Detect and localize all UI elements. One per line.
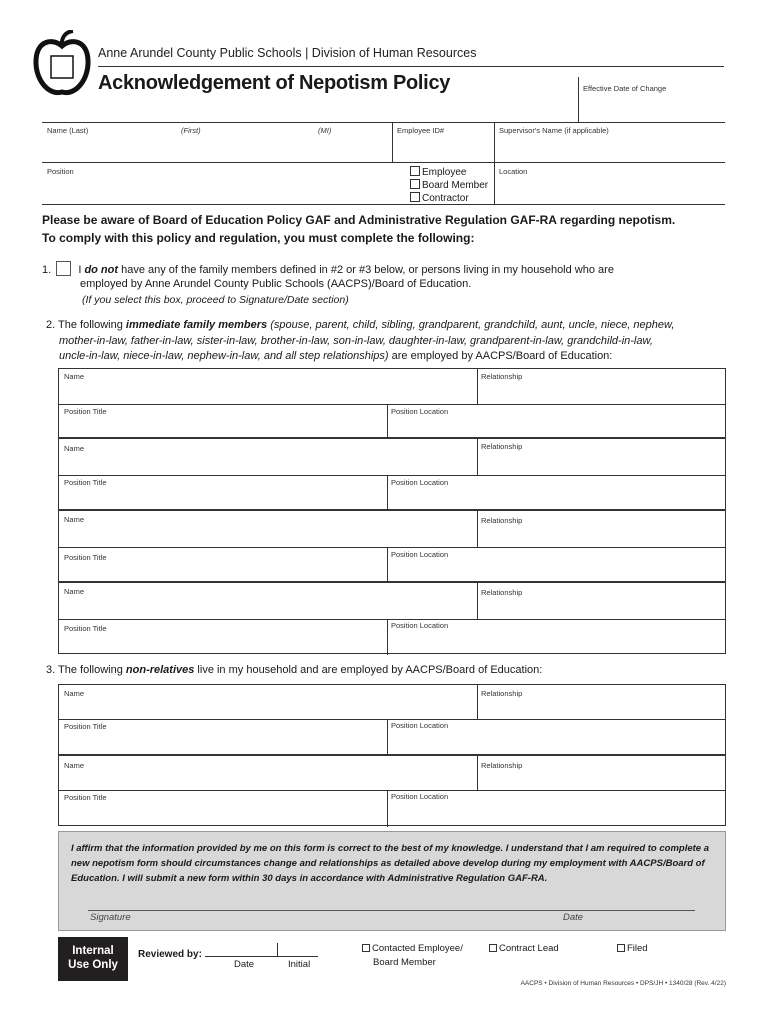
- checkbox-icon[interactable]: [362, 944, 370, 952]
- item-1-note: (If you select this box, proceed to Signature/Date section): [82, 294, 349, 306]
- cell-divider: [477, 583, 478, 619]
- position-label: Position: [47, 167, 74, 176]
- item-2-line-3: [59, 349, 612, 365]
- effective-date-label: Effective Date of Change: [583, 84, 667, 93]
- do-not-checkbox[interactable]: [56, 261, 71, 276]
- name-last-label: Name (Last): [47, 126, 89, 135]
- signature-line[interactable]: [88, 910, 695, 911]
- date-label: Date: [563, 912, 584, 923]
- item-1-rest: have any of the family members defined in #2 or #3 below, or persons living in my household who are: [118, 264, 614, 276]
- cell-divider: [477, 685, 478, 719]
- checkbox-icon[interactable]: [489, 944, 497, 952]
- position-title-label: Position Title: [64, 624, 107, 633]
- item-1-bold: do not: [84, 264, 119, 276]
- relationship-label: Relationship: [481, 588, 523, 597]
- grid-bottom-rule: [42, 204, 725, 205]
- household-member-entry-2[interactable]: [58, 755, 726, 826]
- form-title: Acknowledgement of Nepotism Policy: [98, 72, 451, 94]
- name-label: Name: [64, 761, 85, 770]
- board-member-option[interactable]: [410, 179, 488, 192]
- employee-option[interactable]: [410, 166, 488, 179]
- cell-divider: [477, 511, 478, 547]
- item-3: [46, 663, 542, 679]
- item-1: [42, 261, 614, 279]
- item-2-italic-3: uncle-in-law, niece-in-law, nephew-in-law, and all step relationships): [59, 350, 389, 362]
- grid-top-rule: [42, 122, 725, 123]
- checkbox-icon[interactable]: [410, 166, 420, 176]
- supervisor-label: Supervisor's Name (if applicable): [499, 126, 609, 135]
- cell-divider: [387, 719, 388, 756]
- reviewed-date-label: Date: [234, 959, 255, 970]
- contractor-option[interactable]: [410, 192, 488, 205]
- position-location-label: Position Location: [391, 407, 449, 416]
- relationship-label: Relationship: [481, 761, 523, 770]
- cell-divider: [477, 756, 478, 790]
- internal-use-line-2: Use Only: [68, 959, 118, 971]
- item-3-bold: non-relatives: [125, 664, 195, 676]
- position-location-label: Position Location: [391, 792, 449, 801]
- position-title-label: Position Title: [64, 478, 107, 487]
- item-1-line-2: employed by Anne Arundel County Public Schools (AACPS)/Board of Education.: [80, 278, 472, 290]
- item-2-italic-1: (spouse, parent, child, sibling, grandparent, grandchild, aunt, uncle, niece, nephew,: [267, 319, 675, 331]
- intro-line-2: To comply with this policy and regulation, you must complete the following:: [42, 231, 475, 245]
- board-member-option-label: Board Member: [422, 180, 489, 191]
- reviewed-initial-label: Initial: [288, 959, 311, 970]
- item-1-number: 1.: [42, 264, 52, 276]
- item-2: [46, 318, 736, 334]
- family-member-entry-3[interactable]: [58, 510, 726, 582]
- relationship-label: Relationship: [481, 372, 523, 381]
- item-1-pre: I: [78, 264, 85, 276]
- employee-type-group: [410, 166, 488, 205]
- item-2-rest: are employed by AACPS/Board of Education:: [388, 350, 613, 362]
- position-location-label: Position Location: [391, 621, 449, 630]
- cell-divider: [387, 619, 388, 655]
- employee-option-label: Employee: [422, 167, 467, 178]
- reviewed-by-label: Reviewed by:: [138, 949, 202, 960]
- item-3-rest: live in my household and are employed by AACPS/Board of Education:: [194, 664, 543, 676]
- name-label: Name: [64, 587, 85, 596]
- relationship-label: Relationship: [481, 516, 523, 525]
- family-member-entry-4[interactable]: [58, 582, 726, 654]
- contacted-employee-label: Contacted Employee/: [372, 943, 463, 954]
- header-rule: [98, 66, 724, 67]
- name-label: Name: [64, 372, 85, 381]
- cell-divider: [387, 475, 388, 511]
- internal-use-line-1: Internal: [72, 945, 114, 957]
- apple-logo-icon: [33, 30, 91, 98]
- grid-divider: [494, 122, 495, 204]
- location-label: Location: [499, 167, 528, 176]
- position-location-label: Position Location: [391, 478, 449, 487]
- employee-id-label: Employee ID#: [397, 126, 445, 135]
- row-divider: [59, 475, 725, 476]
- row-divider: [59, 404, 725, 405]
- cell-divider: [387, 404, 388, 439]
- position-title-label: Position Title: [64, 553, 107, 562]
- contacted-employee-option[interactable]: [362, 943, 463, 954]
- cell-divider: [387, 547, 388, 583]
- cell-divider: [387, 790, 388, 827]
- family-member-entry-1[interactable]: [58, 368, 726, 438]
- position-title-label: Position Title: [64, 722, 107, 731]
- item-2-italic-2: mother-in-law, father-in-law, sister-in-law, brother-in-law, son-in-law, daughter-in-law, grandparent-in-law, grandchild-in-law,: [59, 335, 653, 347]
- name-label: Name: [64, 689, 85, 698]
- item-3-pre: 3. The following: [46, 664, 126, 676]
- position-title-label: Position Title: [64, 407, 107, 416]
- position-title-label: Position Title: [64, 793, 107, 802]
- position-location-label: Position Location: [391, 550, 449, 559]
- intro-line-1: Please be aware of Board of Education Policy GAF and Administrative Regulation GAF-RA regarding nepotism.: [42, 213, 676, 227]
- contractor-option-label: Contractor: [422, 193, 469, 204]
- name-label: Name: [64, 444, 85, 453]
- organization-name: Anne Arundel County Public Schools | Division of Human Resources: [98, 46, 477, 60]
- contract-lead-option[interactable]: [489, 943, 559, 954]
- row-divider: [59, 619, 725, 620]
- filed-label: Filed: [627, 943, 648, 954]
- affirmation-text: I affirm that the information provided by me on this form is correct to the best of my knowledge. I understand that I am required to complete a new nepotism form should circumstances change and relationships as detailed above develop during my employment with AACPS/Board of Education. I will submit a new form within 30 days in accordance with Administrative Regulation GAF-RA.: [71, 843, 709, 884]
- contacted-board-member-label: Board Member: [373, 957, 436, 968]
- contract-lead-label: Contract Lead: [499, 943, 559, 954]
- checkbox-icon[interactable]: [410, 192, 420, 202]
- filed-option[interactable]: [617, 943, 648, 954]
- grid-mid-rule: [42, 162, 725, 163]
- form-footer: AACPS • Division of Human Resources • DPS/JH • 1340/28 (Rev. 4/22): [520, 980, 726, 987]
- reviewed-by-divider: [277, 943, 278, 956]
- checkbox-icon[interactable]: [410, 179, 420, 189]
- item-2-bold: immediate family members: [125, 319, 268, 331]
- checkbox-icon[interactable]: [617, 944, 625, 952]
- name-mi-label: (MI): [318, 126, 332, 135]
- family-member-entry-2[interactable]: [58, 438, 726, 510]
- signature-label: Signature: [90, 912, 131, 923]
- position-location-label: Position Location: [391, 721, 449, 730]
- row-divider: [59, 790, 725, 791]
- cell-divider: [477, 439, 478, 475]
- household-member-entry-1[interactable]: [58, 684, 726, 755]
- reviewed-by-line[interactable]: [205, 956, 318, 957]
- internal-use-badge: [58, 937, 128, 981]
- grid-divider: [392, 122, 393, 162]
- relationship-label: Relationship: [481, 442, 523, 451]
- name-first-label: (First): [181, 126, 201, 135]
- cell-divider: [477, 369, 478, 404]
- relationship-label: Relationship: [481, 689, 523, 698]
- item-2-pre: 2. The following: [46, 319, 126, 331]
- name-label: Name: [64, 515, 85, 524]
- row-divider: [59, 719, 725, 720]
- row-divider: [59, 547, 725, 548]
